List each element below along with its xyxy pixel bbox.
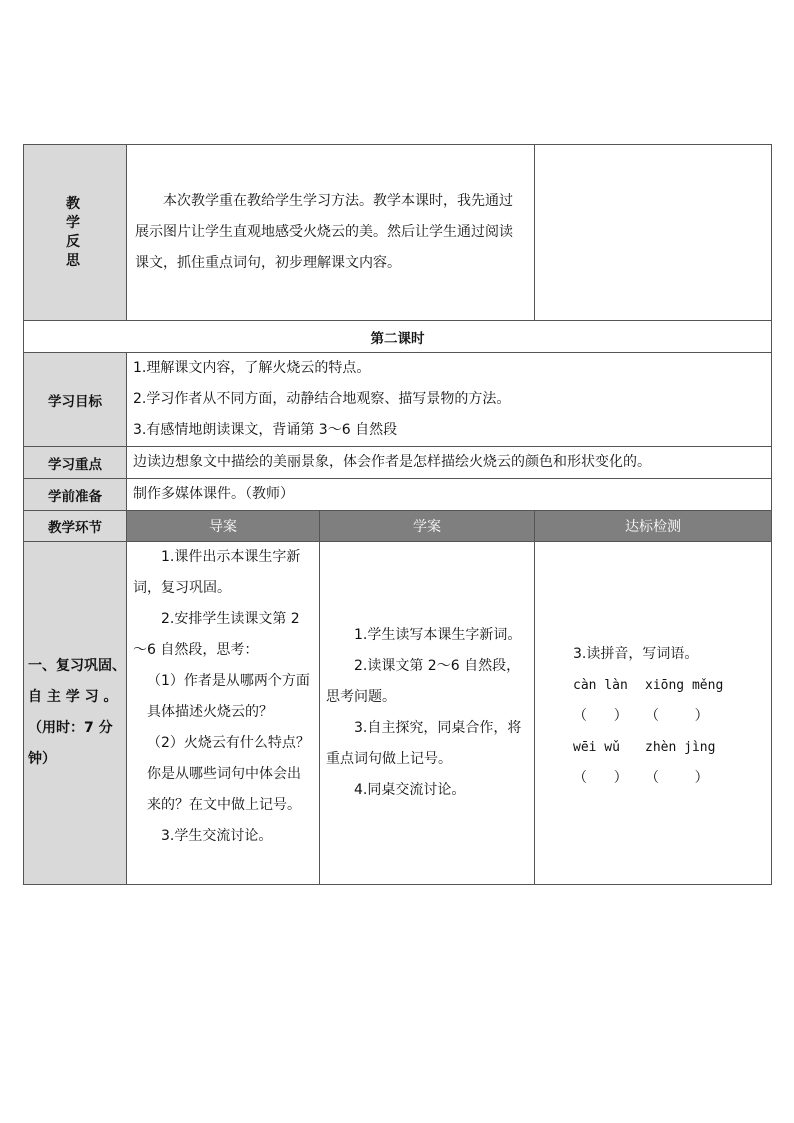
lesson-plan-table <box>23 144 772 885</box>
pinyin-row <box>573 670 771 701</box>
reflection-row <box>24 145 772 321</box>
pinyin-word: xiōng měng <box>645 677 724 693</box>
guide-item: 1.课件出示本课生字新词，复习巩固。 <box>133 549 301 596</box>
stage1-guide-cell <box>127 542 320 885</box>
pinyin-word: zhèn jìng <box>645 739 716 755</box>
reflection-label: 教 学 反 思 <box>24 145 127 321</box>
key-points-label: 学习重点 <box>24 447 127 479</box>
study-item: 1.学生读写本课生字新词。 <box>354 627 522 643</box>
answer-blank-row <box>573 701 771 732</box>
objective-item: 1.理解课文内容，了解火烧云的特点。 <box>133 360 371 376</box>
preparation-label: 学前准备 <box>24 479 127 511</box>
answer-blank[interactable]: （ ） <box>645 707 709 724</box>
column-header-guide: 导案 <box>127 511 320 542</box>
key-points-cell <box>127 447 772 479</box>
pinyin-word: wēi wǔ <box>573 739 620 755</box>
study-item: 4.同桌交流讨论。 <box>354 782 466 798</box>
stage1-row <box>24 542 772 885</box>
guide-item: 2.安排学生读课文第 2～6 自然段，思考： <box>133 611 300 658</box>
objectives-label: 学习目标 <box>24 353 127 447</box>
pinyin-row <box>573 732 771 763</box>
pinyin-word: càn làn <box>573 677 628 693</box>
lesson-title-row <box>24 321 772 353</box>
column-header-stage: 教学环节 <box>24 511 127 542</box>
reflection-text: 本次教学重在教给学生学习方法。教学本课时，我先通过展示图片让学生直观地感受火烧云的美。然后让学生通过阅读课文，抓住重点词句，初步理解课文内容。 <box>135 193 513 271</box>
stage1-study-cell <box>320 542 535 885</box>
reflection-text-cell <box>127 145 535 321</box>
key-points-text: 边读边想象文中描绘的美丽景象，体会作者是怎样描绘火烧云的颜色和形状变化的。 <box>133 454 651 470</box>
objectives-row <box>24 353 772 447</box>
study-item: 2.读课文第 2～6 自然段，思考问题。 <box>326 658 521 705</box>
answer-blank[interactable]: （ ） <box>645 769 709 786</box>
stage1-label-cell <box>24 542 127 885</box>
answer-blank-row <box>573 763 771 794</box>
stage1-name: 一、复习巩固、 自 主 学 习 。 （用时：7 分 钟） <box>28 658 126 767</box>
check-title: 3.读拼音，写词语。 <box>573 645 699 662</box>
study-item: 3.自主探究，同桌合作，将重点词句做上记号。 <box>326 720 522 767</box>
reflection-empty-cell <box>535 145 772 321</box>
lesson-title: 第二课时 <box>24 321 772 353</box>
preparation-cell <box>127 479 772 511</box>
guide-item: 3.学生交流讨论。 <box>161 828 273 844</box>
preparation-row <box>24 479 772 511</box>
stage1-check-cell <box>535 542 772 885</box>
answer-blank[interactable]: （ ） <box>573 707 628 724</box>
objectives-cell <box>127 353 772 447</box>
preparation-text: 制作多媒体课件。（教师） <box>133 486 294 502</box>
column-header-check: 达标检测 <box>535 511 772 542</box>
column-header-row <box>24 511 772 542</box>
column-header-study: 学案 <box>320 511 535 542</box>
objective-item: 2.学习作者从不同方面，动静结合地观察、描写景物的方法。 <box>133 391 511 407</box>
guide-item: （2）火烧云有什么特点？你是从哪些词句中体会出来的？在文中做上记号。 <box>147 735 310 813</box>
guide-item: （1）作者是从哪两个方面具体描述火烧云的？ <box>147 673 310 720</box>
answer-blank[interactable]: （ ） <box>573 769 628 786</box>
objective-item: 3.有感情地朗读课文，背诵第 3～6 自然段 <box>133 422 398 438</box>
key-points-row <box>24 447 772 479</box>
